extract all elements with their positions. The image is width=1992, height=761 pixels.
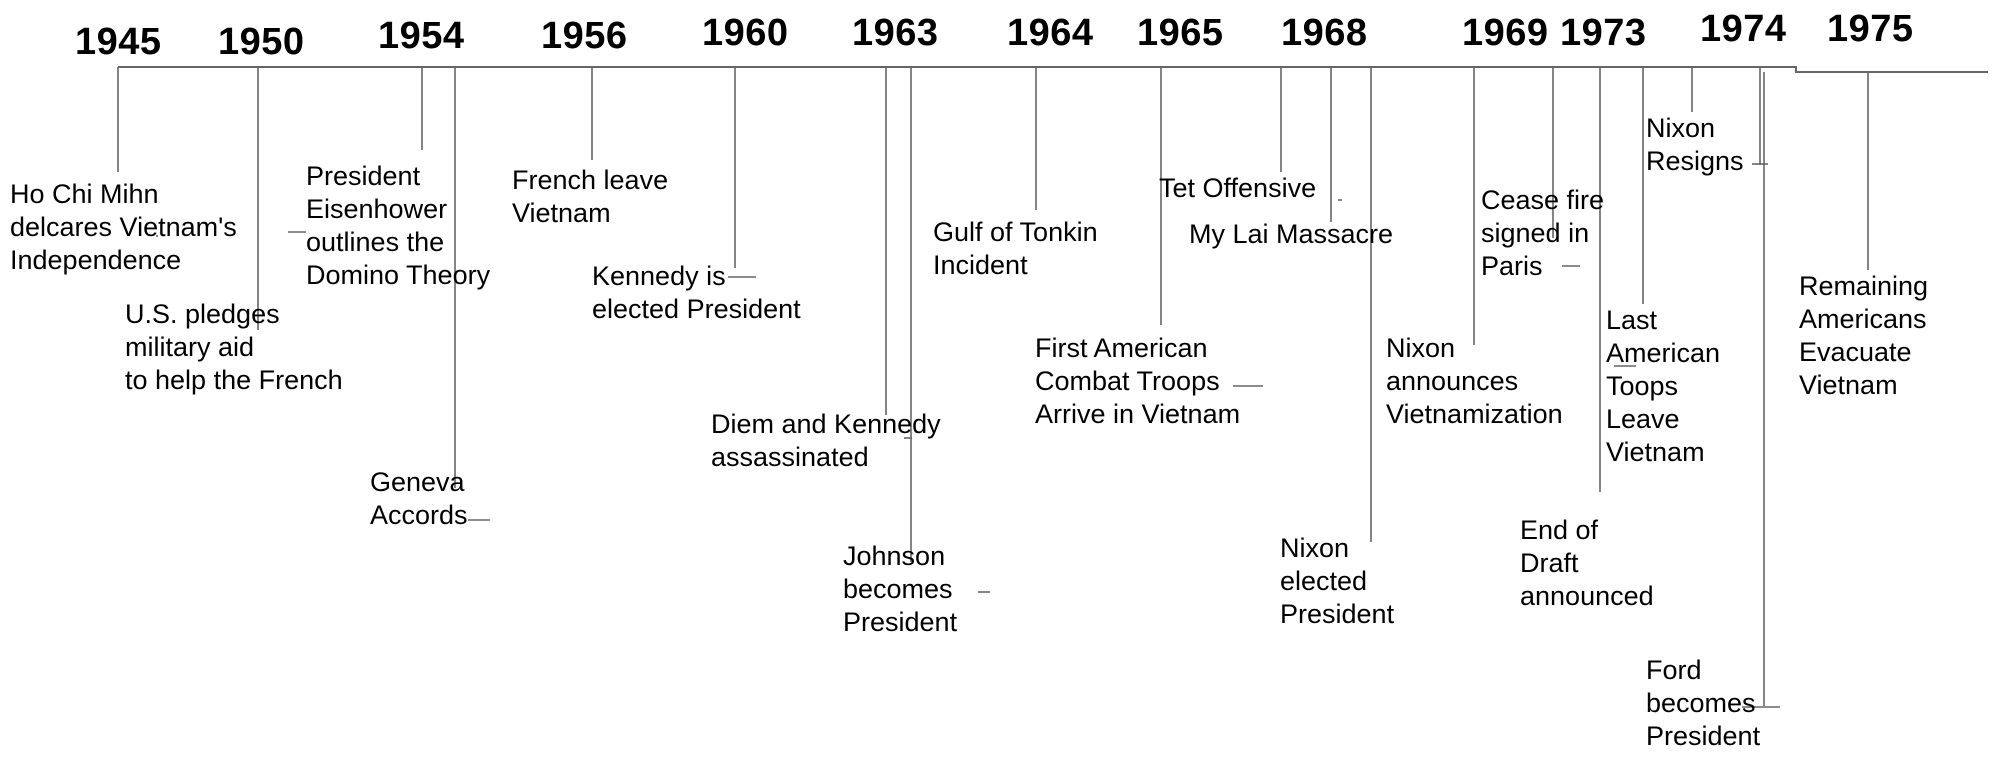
event-label: Nixon announces Vietnamization [1386, 333, 1563, 429]
event-label: Cease fire signed in Paris [1481, 185, 1605, 281]
event-label: U.S. pledges military aid to help the French [125, 299, 343, 395]
event-label: Kennedy is elected President [592, 261, 801, 324]
event-label: Gulf of Tonkin Incident [933, 217, 1098, 280]
year-label: 1968 [1281, 12, 1368, 54]
event-label: Ford becomes President [1646, 655, 1761, 751]
event-label: Johnson becomes President [843, 541, 958, 637]
year-label: 1965 [1137, 12, 1224, 54]
event-label: Last American Toops Leave Vietnam [1606, 305, 1721, 467]
year-label: 1954 [378, 15, 465, 57]
year-label: 1969 [1462, 12, 1549, 54]
event-label: President Eisenhower outlines the Domino Theory [306, 161, 491, 290]
year-label: 1963 [852, 12, 939, 54]
event-label: French leave Vietnam [512, 165, 669, 228]
event-label: Nixon Resigns [1646, 113, 1744, 176]
event-label: Ho Chi Mihn delcares Vietnam's Independence [10, 179, 237, 275]
event-label: Geneva Accords [370, 467, 468, 530]
timeline-axis [118, 67, 1988, 72]
year-label: 1950 [218, 21, 305, 63]
event-label: Tet Offensive [1159, 173, 1317, 203]
event-label: First American Combat Troops Arrive in Vietnam [1035, 333, 1241, 429]
year-label: 1973 [1560, 12, 1647, 54]
year-label: 1945 [75, 21, 162, 63]
event-label: Diem and Kennedy assassinated [711, 409, 941, 472]
year-label: 1974 [1700, 8, 1787, 50]
year-label: 1964 [1007, 12, 1094, 54]
year-label: 1956 [541, 15, 628, 57]
event-label: My Lai Massacre [1189, 219, 1394, 249]
event-label: Remaining Americans Evacuate Vietnam [1799, 271, 1929, 400]
event-label: Nixon elected President [1280, 533, 1395, 629]
event-label: End of Draft announced [1520, 515, 1654, 611]
year-label: 1975 [1827, 8, 1914, 50]
year-label: 1960 [702, 12, 789, 54]
